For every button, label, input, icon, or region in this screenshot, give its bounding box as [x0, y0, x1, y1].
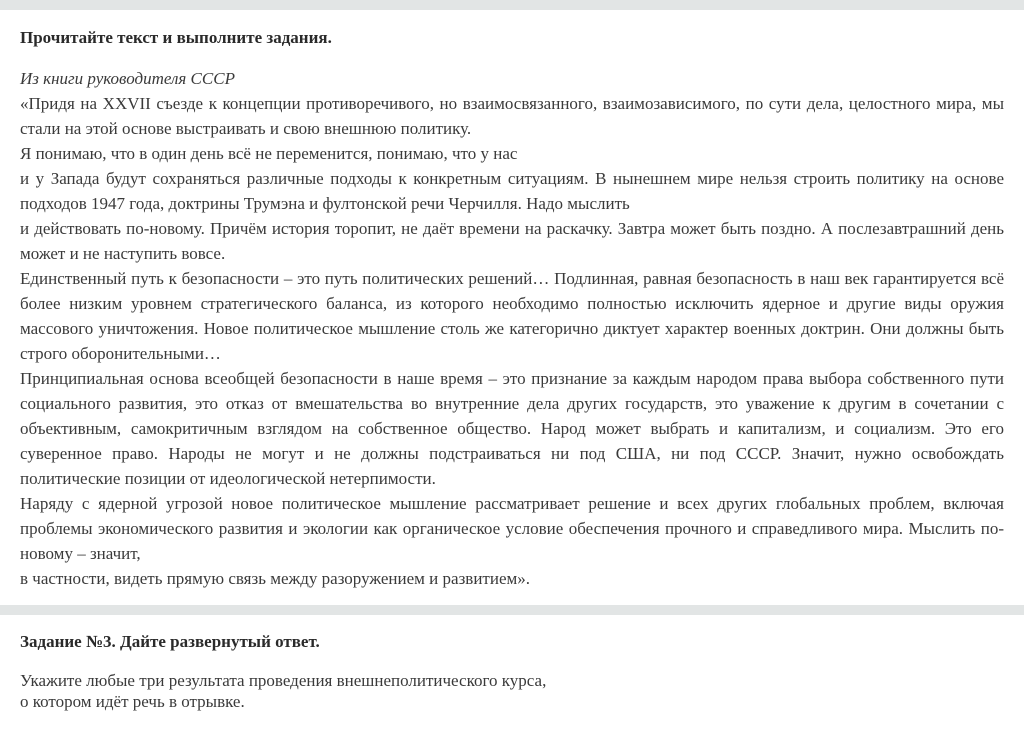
source-caption: Из книги руководителя СССР	[20, 69, 235, 88]
text-paragraph: Наряду с ядерной угрозой новое политическое мышление рассматривает решение и всех других глобальных проблем, включая проблемы экономического развития и экологии как органическое условие обеспечения прочного и справедливого мира. Мыслить по-новому – значит,	[20, 494, 1004, 563]
task-card	[0, 615, 1024, 745]
task-question	[20, 670, 1004, 712]
text-paragraph: Принципиальная основа всеобщей безопасности в наше время – это признание за каждым народом права выбора собственного пути социального развития, это отказ от вмешательства во внутренние дела других государств, это уважение к другим в сочетании с объективным, самокритичным взглядом на собственное общество. Народ может выбрать и капитализм, и социализм. Это его суверенное право. Народы не могут и не должны подстраиваться ни под США, ни под СССР. Значит, нужно освобождать политические позиции от идеологической нетерпимости.	[20, 369, 1004, 488]
task-question-line: о котором идёт речь в отрывке.	[20, 692, 245, 711]
section-separator	[0, 605, 1024, 615]
instruction-heading: Прочитайте текст и выполните задания.	[20, 28, 332, 47]
text-paragraph: и у Запада будут сохраняться различные подходы к конкретным ситуациям. В нынешнем мире нельзя строить политику на основе подходов 1947 года, доктрины Трумэна и фултонской речи Черчилля. Надо мыслить	[20, 169, 1004, 213]
task-heading: Задание №3. Дайте развернутый ответ.	[20, 632, 320, 651]
text-paragraph: в частности, видеть прямую связь между разоружением и развитием».	[20, 569, 530, 588]
text-paragraph: «Придя на XXVII съезде к концепции противоречивого, но взаимосвязанного, взаимозависимого, по сути дела, целостного мира, мы стали на этой основе выстраивать и свою внешнюю политику.	[20, 94, 1004, 138]
task-question-line: Укажите любые три результата проведения внешнеполитического курса,	[20, 671, 547, 690]
reading-text-card	[0, 10, 1024, 605]
text-paragraph: и действовать по-новому. Причём история торопит, не даёт времени на раскачку. Завтра может быть поздно. А послезавтрашний день может и не наступить вовсе.	[20, 219, 1004, 263]
text-paragraph: Я понимаю, что в один день всё не переменится, понимаю, что у нас	[20, 144, 518, 163]
text-paragraph: Единственный путь к безопасности – это путь политических решений… Подлинная, равная безопасность в наш век гарантируется всё более низким уровнем стратегического баланса, из которого необходимо полностью исключить ядерное и другие виды оружия массового уничтожения. Новое политическое мышление столь же категорично диктует характер военных доктрин. Они должны быть строго оборонительными…	[20, 269, 1004, 363]
top-strip	[0, 0, 1024, 10]
